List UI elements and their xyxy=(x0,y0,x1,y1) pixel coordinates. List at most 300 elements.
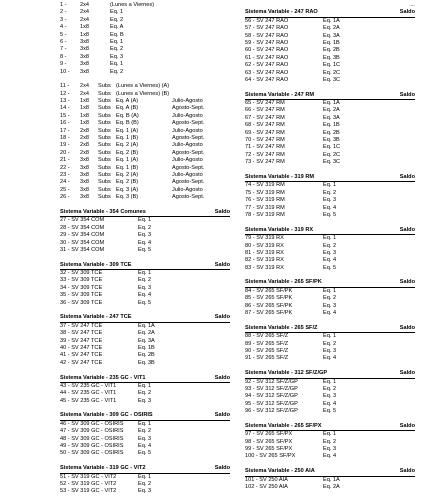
item-period: Agosto-Sept. xyxy=(172,105,205,112)
list-item xyxy=(245,265,415,272)
list-item xyxy=(245,115,415,122)
list-item xyxy=(60,194,230,201)
item-team: Eq. 4 xyxy=(138,443,152,450)
item-team: Eq. 1B xyxy=(323,122,340,129)
item-number: 21 - xyxy=(60,157,70,164)
section-header xyxy=(245,468,415,476)
item-team: Eq. 1 xyxy=(323,333,337,340)
list-item xyxy=(60,9,230,16)
section-header xyxy=(245,423,415,431)
saldo-label: Saldo xyxy=(399,324,415,331)
item-period xyxy=(172,91,216,98)
item-period: Julio-Agosto xyxy=(172,142,203,149)
item-team: Eq. 3 xyxy=(138,232,152,239)
spacer xyxy=(60,458,230,465)
item-shift: 3x8 xyxy=(80,53,90,60)
item-name: 34 - SV 309 TCE xyxy=(60,284,103,291)
list-item xyxy=(60,240,230,247)
item-name: 44 - SV 235 GC - VIT1 xyxy=(60,390,117,397)
item-name: 101 - SV 250 AIA xyxy=(245,476,288,483)
item-shift: 3x8 xyxy=(80,194,90,201)
section-header xyxy=(245,325,415,333)
item-team: Eq. 2 xyxy=(110,46,124,53)
item-name: 77 - SV 319 RM xyxy=(245,204,285,211)
item-shift: 2x8 xyxy=(80,149,90,156)
item-team: Eq. 4 xyxy=(323,204,337,211)
list-item xyxy=(60,54,230,61)
list-item xyxy=(60,300,230,307)
item-number: 3 - xyxy=(60,16,67,23)
spacer xyxy=(245,491,415,498)
item-type: Subs xyxy=(98,157,111,164)
item-name: 94 - SV 312 SF/Z/GP xyxy=(245,393,298,400)
item-shift: 3x8 xyxy=(80,186,90,193)
section-title: Sistema Variable - 250 AIA xyxy=(245,468,315,475)
spacer xyxy=(245,219,415,226)
item-team: Eq. 5 xyxy=(138,450,152,457)
top-fragment: ... xyxy=(410,2,415,8)
item-name: 83 - SV 319 RX xyxy=(245,264,284,271)
item-type: Subs xyxy=(98,83,111,90)
item-name: 92 - SV 312 SF/Z/GP xyxy=(245,378,298,385)
item-number: 9 - xyxy=(60,61,67,68)
section-title: Sistema Variable - 247 TCE xyxy=(60,314,132,321)
item-number: 16 - xyxy=(60,120,70,127)
section-header xyxy=(245,9,415,17)
item-team: Eq. 3C xyxy=(323,159,341,166)
item-name: 80 - SV 319 RX xyxy=(245,242,284,249)
item-team: Eq. A (B) xyxy=(116,105,139,112)
item-team: Eq. 5 xyxy=(138,246,152,253)
item-name: 46 - SV 309 GC - OSIRIS xyxy=(60,420,124,427)
item-name: 43 - SV 235 GC - VIT1 xyxy=(60,382,117,389)
item-team: Eq. 4 xyxy=(138,292,152,299)
list-item xyxy=(245,250,415,257)
list-item xyxy=(245,144,415,151)
item-team: (Lunes a Viernes) (B) xyxy=(116,90,170,97)
list-item xyxy=(60,142,230,149)
item-number: 14 - xyxy=(60,105,70,112)
section-header xyxy=(60,412,230,420)
spacer xyxy=(60,496,230,503)
item-name: 28 - SV 354 COM xyxy=(60,224,105,231)
item-name: 78 - SV 319 RM xyxy=(245,211,285,218)
item-name: 27 - SV 354 COM xyxy=(60,217,105,224)
item-name: 75 - SV 319 RM xyxy=(245,189,285,196)
item-number: 24 - xyxy=(60,179,70,186)
item-team: Eq. 3 xyxy=(323,347,337,354)
list-item xyxy=(245,431,415,438)
item-name: 79 - SV 319 RX xyxy=(245,235,284,242)
section-title: Sistema Variable - 309 GC - OSIRIS xyxy=(60,412,153,419)
item-team: Eq. 5 xyxy=(323,264,337,271)
list-item xyxy=(245,152,415,159)
list-item xyxy=(60,436,230,443)
section-header xyxy=(60,375,230,383)
saldo-label: Saldo xyxy=(214,374,230,381)
item-name: 62 - SV 247 RAO xyxy=(245,62,289,69)
item-team: Eq. 2 xyxy=(110,16,124,23)
item-team: Eq. 1B xyxy=(138,344,155,351)
list-item xyxy=(245,408,415,415)
item-name: 99 - SV 265 SF/PX xyxy=(245,446,293,453)
item-team: Eq. 2 xyxy=(138,277,152,284)
list-item xyxy=(245,303,415,310)
item-name: 84 - SV 265 SF/PK xyxy=(245,287,293,294)
list-item xyxy=(245,439,415,446)
list-item xyxy=(245,477,415,484)
list-item xyxy=(60,120,230,127)
item-team: Eq. 3 (B) xyxy=(116,194,139,201)
list-item xyxy=(60,345,230,352)
item-shift: 3x8 xyxy=(80,38,90,45)
item-period: Agosto-Sept. xyxy=(172,120,205,127)
item-team: Eq. 5 xyxy=(323,408,337,415)
list-item xyxy=(245,453,415,460)
list-item xyxy=(245,197,415,204)
list-item xyxy=(60,83,230,90)
item-shift: 1x8 xyxy=(80,105,90,112)
item-team: Eq. 2 xyxy=(110,68,124,75)
item-team: Eq. A xyxy=(110,24,124,31)
section-header xyxy=(245,174,415,182)
spacer xyxy=(60,254,230,261)
item-shift: 2x4 xyxy=(80,2,90,8)
list-item xyxy=(245,379,415,386)
item-number: 11 - xyxy=(60,83,70,90)
list-item xyxy=(245,70,415,77)
item-shift: 1x8 xyxy=(80,24,90,31)
item-name: 102 - SV 250 AIA xyxy=(245,484,288,490)
item-shift: 2x8 xyxy=(80,135,90,142)
item-number: 12 - xyxy=(60,90,70,97)
item-name: 29 - SV 354 COM xyxy=(60,232,105,239)
item-team: Eq. 2 xyxy=(323,438,337,445)
item-number: 13 - xyxy=(60,98,70,105)
spacer xyxy=(245,317,415,324)
list-item xyxy=(60,232,230,239)
list-item xyxy=(60,61,230,68)
item-number: 6 - xyxy=(60,38,67,45)
list-item xyxy=(60,488,230,495)
list-item xyxy=(245,107,415,114)
item-type: Subs xyxy=(98,149,111,156)
item-team: Eq. 4 xyxy=(323,453,337,460)
item-period: Julio-Agosto xyxy=(172,186,203,193)
list-item xyxy=(245,18,415,25)
saldo-label: Saldo xyxy=(399,468,415,475)
item-team: Eq. B xyxy=(110,31,124,38)
list-item xyxy=(245,257,415,264)
item-team: Eq. 3 xyxy=(323,249,337,256)
item-number: 25 - xyxy=(60,186,70,193)
list-item xyxy=(60,481,230,488)
item-period: Agosto-Sept. xyxy=(172,164,205,171)
item-team: Eq. 1C xyxy=(323,62,341,69)
item-period: Julio-Agosto xyxy=(172,98,203,105)
item-type: Subs xyxy=(98,127,111,134)
item-period: Julio-Agosto xyxy=(172,127,203,134)
saldo-label: Saldo xyxy=(399,9,415,16)
item-shift: 2x4 xyxy=(80,16,90,23)
item-shift: 1x8 xyxy=(80,120,90,127)
item-name: 71 - SV 247 RM xyxy=(245,144,285,151)
item-team: Eq. 2A xyxy=(323,107,340,114)
item-team: Eq. 3 xyxy=(138,488,152,495)
item-team: Eq. 1 xyxy=(110,38,124,45)
list-item xyxy=(245,484,415,491)
list-item xyxy=(60,179,230,186)
item-team: Eq. 2B xyxy=(323,129,340,136)
item-team: Eq. 1 xyxy=(110,61,124,68)
list-item xyxy=(245,235,415,242)
item-name: 66 - SV 247 RM xyxy=(245,107,285,114)
item-team: Eq. 2 (B) xyxy=(116,149,139,156)
saldo-label: Saldo xyxy=(214,465,230,472)
list-item xyxy=(245,25,415,32)
item-name: 33 - SV 309 TCE xyxy=(60,277,103,284)
saldo-label: Saldo xyxy=(214,261,230,268)
item-team: Eq. 2A xyxy=(323,484,340,490)
list-item xyxy=(245,130,415,137)
list-item xyxy=(60,398,230,405)
item-team: Eq. 1A xyxy=(138,322,155,329)
item-team: Eq. 1 xyxy=(323,431,337,438)
item-name: 49 - SV 309 GC - OSIRIS xyxy=(60,443,124,450)
item-name: 64 - SV 247 RAO xyxy=(245,76,289,83)
list-item xyxy=(60,285,230,292)
saldo-label: Saldo xyxy=(399,226,415,233)
list-item xyxy=(60,428,230,435)
item-team: Eq. 1 xyxy=(323,287,337,294)
spacer xyxy=(245,272,415,279)
saldo-label: Saldo xyxy=(399,91,415,98)
spacer xyxy=(60,405,230,412)
section-title: Sistema Variable - 354 Comunes xyxy=(60,208,146,215)
item-team: Eq. 1A xyxy=(323,17,340,24)
item-team: Eq. 2A xyxy=(323,25,340,32)
item-team: (Lunes a Viernes) xyxy=(110,2,155,8)
saldo-label: Saldo xyxy=(399,173,415,180)
list-item xyxy=(245,393,415,400)
list-item xyxy=(245,182,415,189)
list-item xyxy=(60,98,230,105)
item-period: Agosto-Sept. xyxy=(172,194,205,201)
item-team: Eq. 1A xyxy=(323,476,340,483)
list-item xyxy=(60,69,230,76)
list-item xyxy=(60,165,230,172)
list-item xyxy=(245,137,415,144)
section-title: Sistema Variable - 319 GC - VIT2 xyxy=(60,465,146,472)
item-team: Eq. 1 (B) xyxy=(116,135,139,142)
item-number: 15 - xyxy=(60,112,70,119)
item-type: Subs xyxy=(98,98,111,105)
section-header xyxy=(245,92,415,100)
item-team: Eq. 1 (A) xyxy=(116,157,139,164)
item-team: Eq. 1C xyxy=(323,144,341,151)
list-item xyxy=(60,338,230,345)
spacer xyxy=(245,461,415,468)
item-shift: 2x4 xyxy=(80,90,90,97)
item-number: 22 - xyxy=(60,164,70,171)
item-name: 38 - SV 247 TCE xyxy=(60,330,103,337)
item-number: 18 - xyxy=(60,135,70,142)
item-team: Eq. B (B) xyxy=(116,120,139,127)
item-team: Eq. 4 xyxy=(323,400,337,407)
item-name: 56 - SV 247 RAO xyxy=(245,17,289,24)
saldo-label: Saldo xyxy=(399,279,415,286)
spacer xyxy=(60,367,230,374)
item-name: 85 - SV 265 SF/PK xyxy=(245,295,293,302)
item-period: Julio-Agosto xyxy=(172,157,203,164)
item-team: Eq. 3A xyxy=(323,32,340,39)
list-item xyxy=(245,62,415,69)
list-item xyxy=(60,172,230,179)
item-type: Subs xyxy=(98,179,111,186)
section-title: Sistema Variable - 312 SF/Z/GP xyxy=(245,370,328,377)
list-item xyxy=(245,190,415,197)
item-name: 93 - SV 312 SF/Z/GP xyxy=(245,385,298,392)
item-name: 86 - SV 265 SF/PK xyxy=(245,302,293,309)
item-name: 68 - SV 247 RM xyxy=(245,122,285,129)
spacer xyxy=(245,415,415,422)
item-name: 37 - SV 247 TCE xyxy=(60,322,103,329)
item-team: Eq. 2 xyxy=(138,481,152,487)
spacer xyxy=(245,84,415,91)
item-number: 8 - xyxy=(60,53,67,60)
item-name: 57 - SV 247 RAO xyxy=(245,25,289,32)
item-team: Eq. 3 xyxy=(323,393,337,400)
item-name: 87 - SV 265 SF/PK xyxy=(245,310,293,317)
list-item xyxy=(245,295,415,302)
spacer xyxy=(60,307,230,314)
item-team: Eq. 2 xyxy=(323,189,337,196)
list-item xyxy=(245,205,415,212)
section-header xyxy=(245,227,415,235)
item-number: 4 - xyxy=(60,24,67,31)
item-team: Eq. 3A xyxy=(138,337,155,344)
item-name: 48 - SV 309 GC - OSIRIS xyxy=(60,435,124,442)
item-shift: 3x8 xyxy=(80,157,90,164)
item-shift: 1x8 xyxy=(80,112,90,119)
list-item xyxy=(245,77,415,84)
item-team: Eq. 3A xyxy=(323,114,340,121)
item-name: 31 - SV 354 COM xyxy=(60,246,105,253)
item-team: Eq. 3 xyxy=(138,397,152,404)
item-name: 72 - SV 247 RM xyxy=(245,151,285,158)
section-header xyxy=(60,465,230,473)
section-header xyxy=(60,262,230,270)
item-type: Subs xyxy=(98,135,111,142)
item-shift: 2x8 xyxy=(80,142,90,149)
item-name: 51 - SV 319 GC - VIT2 xyxy=(60,473,117,480)
item-name: 100 - SV 265 SF/PX xyxy=(245,453,296,460)
item-shift: 2x4 xyxy=(80,83,90,90)
list-item xyxy=(245,33,415,40)
list-item xyxy=(245,288,415,295)
list-item xyxy=(60,24,230,31)
item-period: Agosto-Sept. xyxy=(172,179,205,186)
item-team: Eq. 1 xyxy=(138,270,152,277)
item-shift: 1x8 xyxy=(80,98,90,105)
item-team: Eq. A (A) xyxy=(116,98,139,105)
item-type: Subs xyxy=(98,171,111,178)
item-team: Eq. 2 xyxy=(323,295,337,302)
spacer xyxy=(60,202,230,209)
item-team: Eq. 1A xyxy=(323,100,340,107)
item-team: Eq. 2 (A) xyxy=(116,171,139,178)
item-team: Eq. 2 xyxy=(323,340,337,347)
item-type: Subs xyxy=(98,194,111,201)
list-item xyxy=(60,270,230,277)
saldo-label: Saldo xyxy=(399,422,415,429)
item-shift: 2x8 xyxy=(80,127,90,134)
item-team: Eq. 2C xyxy=(323,69,341,76)
item-team: Eq. 2B xyxy=(138,352,155,359)
list-item xyxy=(60,91,230,98)
section-title: Sistema Variable - 235 GC - VIT1 xyxy=(60,374,146,381)
list-item xyxy=(60,157,230,164)
item-name: 35 - SV 309 TCE xyxy=(60,292,103,299)
item-name: 47 - SV 309 GC - OSIRIS xyxy=(60,428,124,435)
section-title: Sistema Variable - 265 SF/PX xyxy=(245,422,322,429)
item-name: 98 - SV 265 SF/PX xyxy=(245,438,293,445)
item-period: Agosto-Sept. xyxy=(172,135,205,142)
item-name: 96 - SV 312 SF/Z/GP xyxy=(245,408,298,415)
list-item xyxy=(245,243,415,250)
saldo-label: Saldo xyxy=(214,208,230,215)
item-team: Eq. 3 xyxy=(138,284,152,291)
item-name: 91 - SV 265 SF/Z xyxy=(245,355,289,362)
section-title: Sistema Variable - 319 RX xyxy=(245,226,314,233)
item-name: 39 - SV 247 TCE xyxy=(60,337,103,344)
section-header xyxy=(60,314,230,322)
item-shift: 2x4 xyxy=(80,9,90,16)
list-item xyxy=(60,352,230,359)
list-item xyxy=(245,355,415,362)
list-item xyxy=(60,46,230,53)
left-column xyxy=(60,2,230,503)
item-type: Subs xyxy=(98,142,111,149)
item-name: 88 - SV 265 SF/Z xyxy=(245,333,289,340)
item-team: Eq. 4 xyxy=(323,257,337,264)
section-title: Sistema Variable - 309 TCE xyxy=(60,261,132,268)
list-item xyxy=(245,348,415,355)
list-item xyxy=(245,159,415,166)
section-title: Sistema Variable - 319 RM xyxy=(245,173,315,180)
list-item xyxy=(60,323,230,330)
item-type: Subs xyxy=(98,105,111,112)
item-period: Julio-Agosto xyxy=(172,171,203,178)
section-title: Sistema Variable - 265 SF/PK xyxy=(245,279,322,286)
item-team: Eq. 2 xyxy=(323,385,337,392)
item-name: 97 - SV 265 SF/PX xyxy=(245,431,293,438)
list-item xyxy=(245,55,415,62)
list-item xyxy=(245,333,415,340)
list-item xyxy=(60,292,230,299)
item-number: 19 - xyxy=(60,142,70,149)
item-name: 69 - SV 247 RM xyxy=(245,129,285,136)
item-number: 5 - xyxy=(60,31,67,38)
item-name: 36 - SV 309 TCE xyxy=(60,299,103,306)
item-name: 82 - SV 319 RX xyxy=(245,257,284,264)
item-name: 67 - SV 247 RM xyxy=(245,114,285,121)
item-name: 53 - SV 319 GC - VIT2 xyxy=(60,488,117,495)
item-team: Eq. 3 (A) xyxy=(116,186,139,193)
item-team: Eq. 2B xyxy=(323,47,340,54)
item-shift: 3x8 xyxy=(80,179,90,186)
item-type: Subs xyxy=(98,90,111,97)
